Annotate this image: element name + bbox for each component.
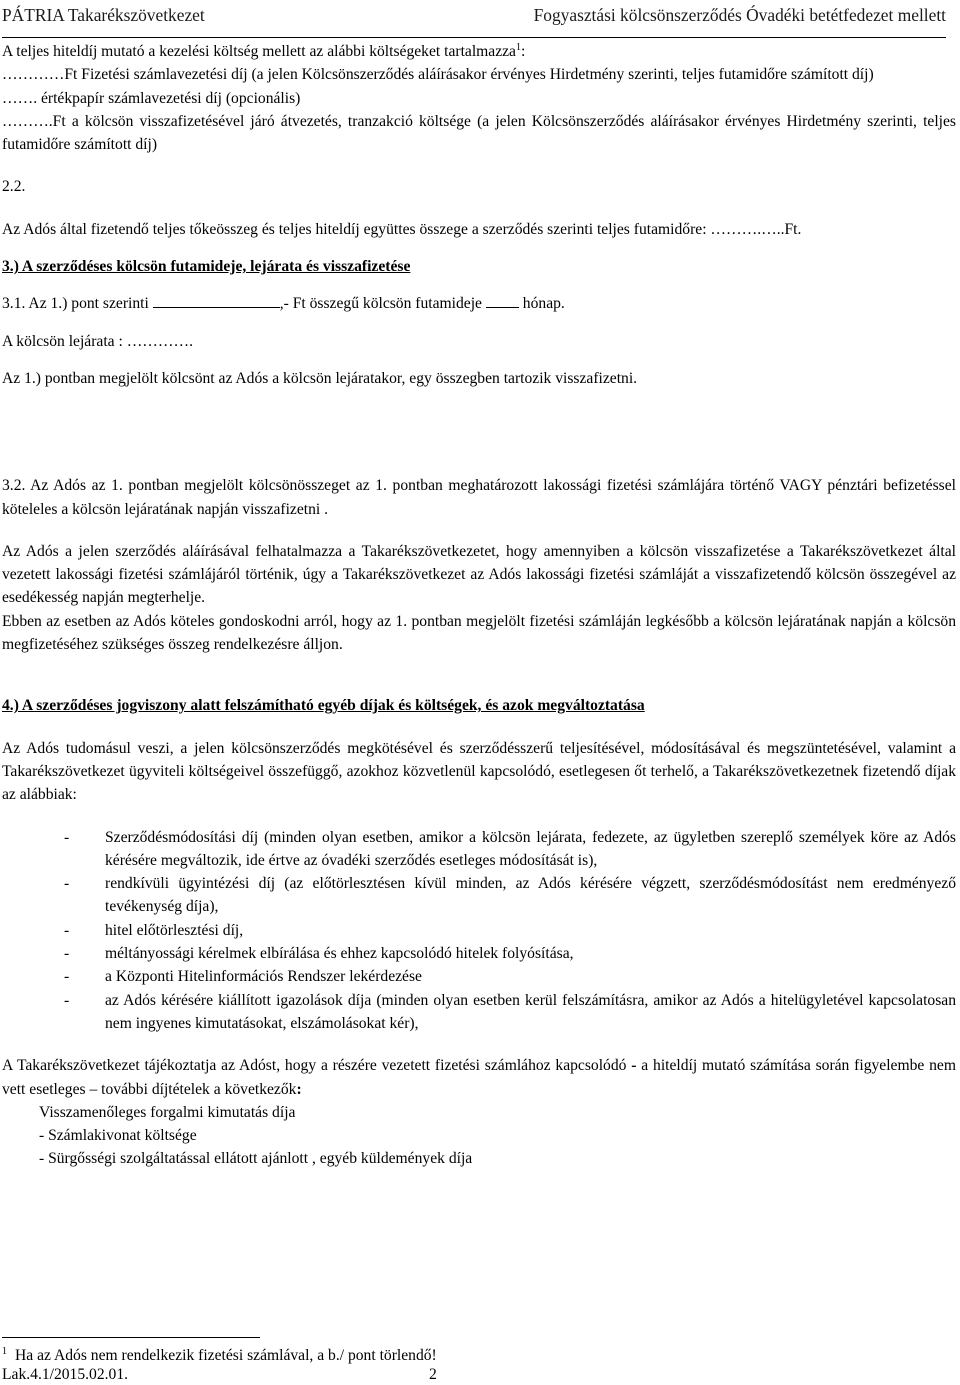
list-item: - méltányossági kérelmek elbírálása és ehhez kapcsolódó hitelek folyósítása,: [64, 945, 574, 963]
months-blank[interactable]: [486, 292, 519, 308]
fees-intro: A teljes hiteldíj mutató a kezelési költség mellett az alábbi költségeket tartalmazza$^1$:: [2, 41, 526, 60]
section-3-1: 3.1. Az 1.) pont szerinti ,- Ft összegű kölcsön futamideje hónap.: [2, 292, 956, 315]
footnote-number: 1: [2, 1345, 7, 1357]
section-2-2-text: Az Adós által fizetendő teljes tőkeösszeg és teljes hiteldíj együttes összege a szerződés szerinti teljes futamidőre: ……….…..Ft.: [2, 220, 802, 238]
page-number: 2: [429, 1366, 437, 1383]
header-rule: [2, 37, 946, 38]
repayment-line: Az 1.) pontban megjelölt kölcsönt az Adós a kölcsön lejáratakor, egy összegben tartozik visszafizetni.: [2, 369, 638, 387]
list-item: - a Központi Hitelinformációs Rendszer lekérdezése: [64, 968, 422, 986]
account-fees-info: A Takarékszövetkezet tájékoztatja az Adóst, hogy a részére vezetett fizetési számlához kapcsolódó - a hiteldíj mutató számítása során figyelembe nem vett esetleges – további díjtételek a következők:: [2, 1057, 956, 1098]
fee-line-securities: ……. értékpapír számlavezetési díj (opcionális): [2, 89, 301, 107]
footnote-ref: 1: [515, 41, 521, 53]
header-document-title: Fogyasztási kölcsönszerződés Óvadéki betétfedezet mellett: [533, 5, 946, 25]
list-item: Visszamenőleges forgalmi kimutatás díja: [39, 1103, 296, 1121]
authorization-paragraph: Az Adós a jelen szerződés aláírásával felhatalmazza a Takarékszövetkezetet, hogy amennyiben a kölcsön visszafizetése a Takarékszövetkezet által vezetett lakossági fizetési számlájáról történik, úgy a Takarékszövetkezet az Adós lakossági fizetési számláját a visszafizetendő kölcsön összegével az esedékesség napján megterhelje.: [2, 542, 956, 607]
document-body: [2, 40, 956, 1171]
list-item: - rendkívüli ügyintézési díj (az előtörlesztésen kívül minden, az Adós kérésére végzett, szerződésmódosítást nem eredményező tevékenység díja),: [64, 875, 956, 916]
maturity-line: A kölcsön lejárata : ………….: [2, 332, 193, 350]
page-header: [2, 4, 946, 26]
header-institution: PÁTRIA Takarékszövetkezet: [2, 5, 205, 25]
section-2-2-number: 2.2.: [2, 178, 26, 196]
section-3-title: 3.) A szerződéses kölcsön futamideje, lejárata és visszafizetése: [2, 258, 411, 276]
section-4-intro: Az Adós tudomásul veszi, a jelen kölcsönszerződés megkötésével és szerződésszerű teljesítésével, módosításával és megszüntetésével, valamint a Takarékszövetkezet ügyviteli költségeivel összefüggő, azokhoz közvetlenül kapcsolódó, esetlegesen őt terhelő, a Takarékszövetkezetnek fizetendő díjak az alábbiak:: [2, 739, 956, 804]
fee-line-account: …………Ft Fizetési számlavezetési díj (a jelen Kölcsönszerződés aláírásakor érvényes Hirdetmény szerinti, teljes futamidőre számított díj): [2, 66, 874, 84]
list-item: - hitel előtörlesztési díj,: [64, 921, 244, 939]
section-3-2: 3.2. Az Adós az 1. pontban megjelölt kölcsönösszeget az 1. pontban meghatározott lakossági fizetési számlájára történő VAGY pénztári befizetéssel köteleles a kölcsön lejáratának napján visszafizetni .: [2, 477, 956, 518]
list-item: - az Adós kérésére kiállított igazolások díja (minden olyan esetben kerül felszámításra, amikor az Adós a hitelügyletével kapcsolatosan nem ingyenes kimutatásokat, elszámolásokat kér),: [64, 991, 956, 1032]
section-4-title: 4.) A szerződéses jogviszony alatt felszámítható egyéb díjak és költségek, és azok megváltoztatása: [2, 697, 645, 715]
page-footer: [2, 1366, 437, 1384]
extra-fee-list: [2, 1101, 956, 1171]
footnote-rule: [2, 1337, 260, 1338]
fee-list: [2, 826, 956, 1036]
footnote: [2, 1347, 437, 1365]
amount-blank[interactable]: [153, 292, 280, 308]
fee-line-transfer: ……….Ft a kölcsön visszafizetésével járó átvezetés, tranzakció költsége (a jelen Kölcsönszerződés aláírásakor érvényes Hirdetmény szerinti, teljes futamidőre számított díj): [2, 112, 956, 154]
obligation-paragraph: Ebben az esetben az Adós köteles gondoskodni arról, hogy az 1. pontban megjelölt fizetési számláján legkésőbb a kölcsön lejáratának napján a kölcsön megfizetéséhez szükséges összeg rendelkezésre álljon.: [2, 612, 956, 654]
list-item: - Számlakivonat költsége: [39, 1127, 197, 1145]
list-item: - Szerződésmódosítási díj (minden olyan esetben, amikor a kölcsön lejárata, fedezete, az ügyletben szereplő személyek köre az Adós kérésére megváltozik, ide értve az óvadéki szerződés esetleges módosítását is),: [64, 828, 956, 869]
footnote-text: Ha az Adós nem rendelkezik fizetési számlával, a b./ pont törlendő!: [15, 1347, 437, 1364]
list-item: - Sürgősségi szolgáltatással ellátott ajánlott , egyéb küldemények díja: [39, 1150, 473, 1168]
document-code: Lak.4.1/2015.02.01.: [2, 1366, 129, 1383]
